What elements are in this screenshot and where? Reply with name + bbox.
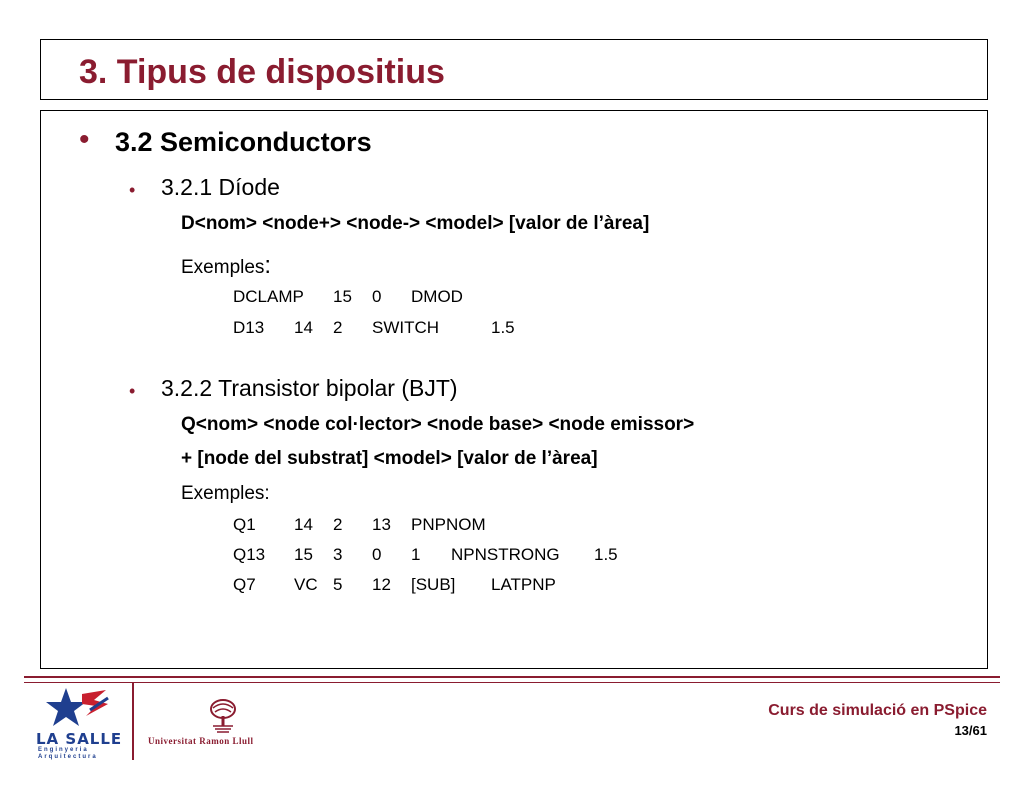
diode-syntax: D<nom> <node+> <node-> <model> [valor de l’àrea]	[181, 213, 650, 234]
lasalle-logo	[36, 686, 126, 760]
bjt-ex1-c4: 13	[372, 515, 391, 534]
bjt-ex1-c2: 14	[294, 515, 313, 534]
url-logo	[148, 698, 298, 748]
bullet-level1: •	[79, 123, 90, 156]
course-title: Curs de simulació en PSpice	[768, 702, 987, 719]
title-box	[40, 39, 988, 100]
page-number: 13/61	[954, 723, 987, 738]
diode-ex2-c1: D13	[233, 318, 265, 337]
bjt-ex3-c4: 12	[372, 575, 391, 594]
bjt-ex2-c4: 0	[372, 545, 382, 564]
diode-examples-label: Exemples:	[181, 252, 272, 279]
content-box	[40, 110, 988, 669]
bjt-syntax-line2: + [node del substrat] <model> [valor de l’àrea]	[181, 448, 598, 469]
diode-ex2-c2: 14	[294, 318, 313, 337]
bullet-bjt: •	[129, 381, 136, 401]
bjt-ex1-c5: PNPNOM	[411, 515, 486, 534]
diode-ex1-c3: 0	[372, 287, 382, 306]
footer-logo-divider	[132, 683, 134, 760]
bjt-ex3-c5: [SUB]	[411, 575, 456, 594]
bjt-ex2-c6: NPNSTRONG	[451, 545, 560, 564]
bjt-ex3-c2: VC	[294, 575, 318, 594]
bullet-diode: •	[129, 180, 136, 200]
bjt-ex3-c3: 5	[333, 575, 343, 594]
diode-ex1-c4: DMOD	[411, 287, 463, 306]
bjt-syntax-line1: Q<nom> <node col·lector> <node base> <node emissor>	[181, 414, 695, 435]
bjt-ex2-c5: 1	[411, 545, 421, 564]
lasalle-sub2: Arquitectura	[38, 754, 98, 760]
footer-rule-thin	[24, 682, 1000, 683]
bjt-ex1-c1: Q1	[233, 515, 256, 534]
bjt-examples-label: Exemples:	[181, 483, 270, 504]
bjt-ex2-c7: 1.5	[594, 545, 618, 564]
diode-ex1-c1: DCLAMP	[233, 287, 304, 306]
diode-ex1-c2: 15	[333, 287, 352, 306]
star-swoosh-icon	[36, 686, 126, 732]
bjt-ex2-c1: Q13	[233, 545, 266, 564]
footer-rule	[24, 676, 1000, 678]
diode-ex2-c4: SWITCH	[372, 318, 440, 337]
bjt-ex2-c3: 3	[333, 545, 343, 564]
bjt-ex2-c2: 15	[294, 545, 313, 564]
bjt-heading: 3.2.2 Transistor bipolar (BJT)	[161, 375, 458, 401]
diode-ex2-c3: 2	[333, 318, 343, 337]
bjt-ex1-c3: 2	[333, 515, 343, 534]
diode-ex2-c5: 1.5	[491, 318, 515, 337]
section-heading: 3.2 Semiconductors	[115, 127, 372, 157]
tree-seal-icon	[203, 698, 243, 734]
url-name: Universitat Ramon Llull	[148, 736, 254, 746]
slide-title: 3. Tipus de dispositius	[79, 53, 445, 91]
bjt-ex3-c6: LATPNP	[491, 575, 556, 594]
lasalle-sub1: Enginyeria	[38, 747, 89, 753]
diode-heading: 3.2.1 Díode	[161, 174, 280, 200]
bjt-ex3-c1: Q7	[233, 575, 256, 594]
lasalle-name: LA SALLE	[36, 730, 123, 748]
